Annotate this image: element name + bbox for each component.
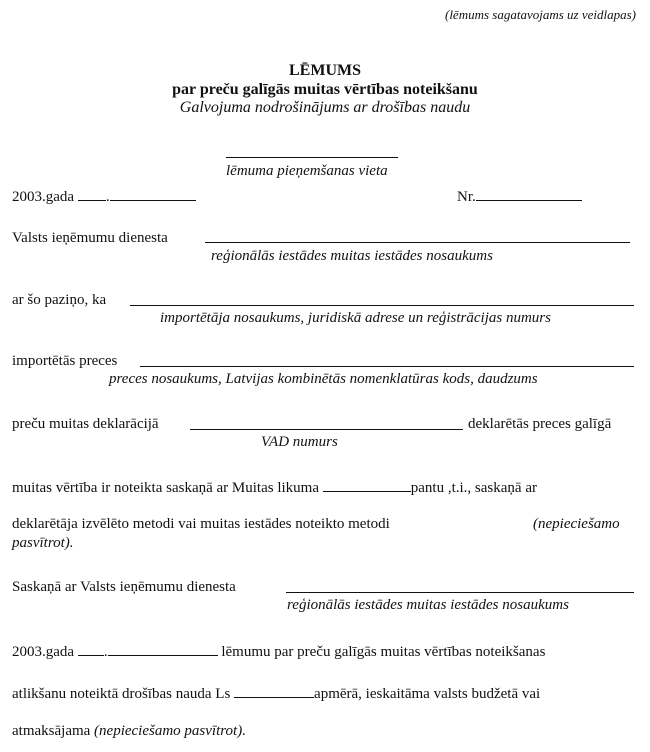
vid-label: Valsts ieņēmumu dienesta — [12, 230, 168, 246]
deposit-a: atlikšanu noteiktā drošības nauda Ls — [12, 686, 231, 702]
date2-dot: . — [103, 644, 108, 660]
document-subtitle: par preču galīgās muitas vērtības noteikšanu — [172, 81, 478, 98]
according-label: Saskaņā ar Valsts ieņēmumu dienesta — [12, 579, 236, 595]
decl-label: preču muitas deklarācijā — [12, 416, 159, 432]
goods-line[interactable] — [140, 366, 634, 367]
according-line[interactable] — [286, 592, 634, 593]
goods-label: importētās preces — [12, 353, 118, 369]
place-line — [226, 157, 398, 158]
amount-blank[interactable] — [234, 683, 314, 698]
decl-after: deklarētās preces galīgā — [468, 416, 612, 432]
number-blank[interactable] — [476, 186, 582, 201]
notify-caption: importētāja nosaukums, juridiskā adrese un reģistrācijas numurs — [160, 310, 551, 326]
method-note: (nepieciešamo — [533, 516, 620, 532]
vid-caption: reģionālās iestādes muitas iestādes nosaukums — [211, 248, 493, 264]
deposit-row — [12, 683, 540, 703]
place-caption: lēmuma pieņemšanas vieta — [226, 163, 388, 179]
date2-month-blank[interactable] — [108, 641, 218, 656]
method-row — [12, 515, 390, 533]
value-row — [12, 477, 537, 497]
document-subtitle-2: Galvojuma nodrošinājums ar drošības naudu — [179, 99, 471, 116]
date-month-blank[interactable] — [110, 186, 196, 201]
number-row — [457, 186, 582, 206]
notify-label: ar šo paziņo, ka — [12, 292, 107, 308]
according-caption: reģionālās iestādes muitas iestādes nosaukums — [287, 597, 569, 613]
date2-day-blank[interactable] — [78, 641, 104, 656]
decl-line[interactable] — [190, 429, 463, 430]
document-title: LĒMUMS — [289, 62, 361, 79]
method-note-2: pasvītrot). — [12, 535, 74, 551]
number-label: Nr. — [457, 189, 476, 205]
notify-line[interactable] — [130, 305, 634, 306]
method-text: deklarētāja izvēlēto metodi vai muitas iestādes noteikto metodi — [12, 516, 390, 532]
goods-caption: preces nosaukums, Latvijas kombinētās nomenklatūras kods, daudzums — [109, 371, 538, 387]
date2-after: lēmumu par preču galīgās muitas vērtības noteikšanas — [221, 644, 546, 660]
decl-caption: VAD numurs — [261, 434, 338, 450]
date-day-blank[interactable] — [78, 186, 106, 201]
last-a: atmaksājama — [12, 723, 91, 739]
deposit-b: apmērā, ieskaitāma valsts budžetā vai — [314, 686, 541, 702]
last-row — [12, 722, 246, 740]
last-b: (nepieciešamo pasvītrot). — [94, 723, 246, 739]
date-year: 2003.gada — [12, 189, 75, 205]
vid-line[interactable] — [205, 242, 630, 243]
header-note: (lēmums sagatavojams uz veidlapas) — [444, 7, 636, 22]
date-dot: . — [105, 189, 110, 205]
date-row — [12, 186, 196, 206]
date2-row — [12, 641, 545, 661]
value-text-b: pantu ,t.i., saskaņā ar — [410, 480, 537, 496]
value-text-a: muitas vērtība ir noteikta saskaņā ar Muitas likuma — [12, 480, 320, 496]
date2-year: 2003.gada — [12, 644, 75, 660]
article-blank[interactable] — [323, 477, 411, 492]
